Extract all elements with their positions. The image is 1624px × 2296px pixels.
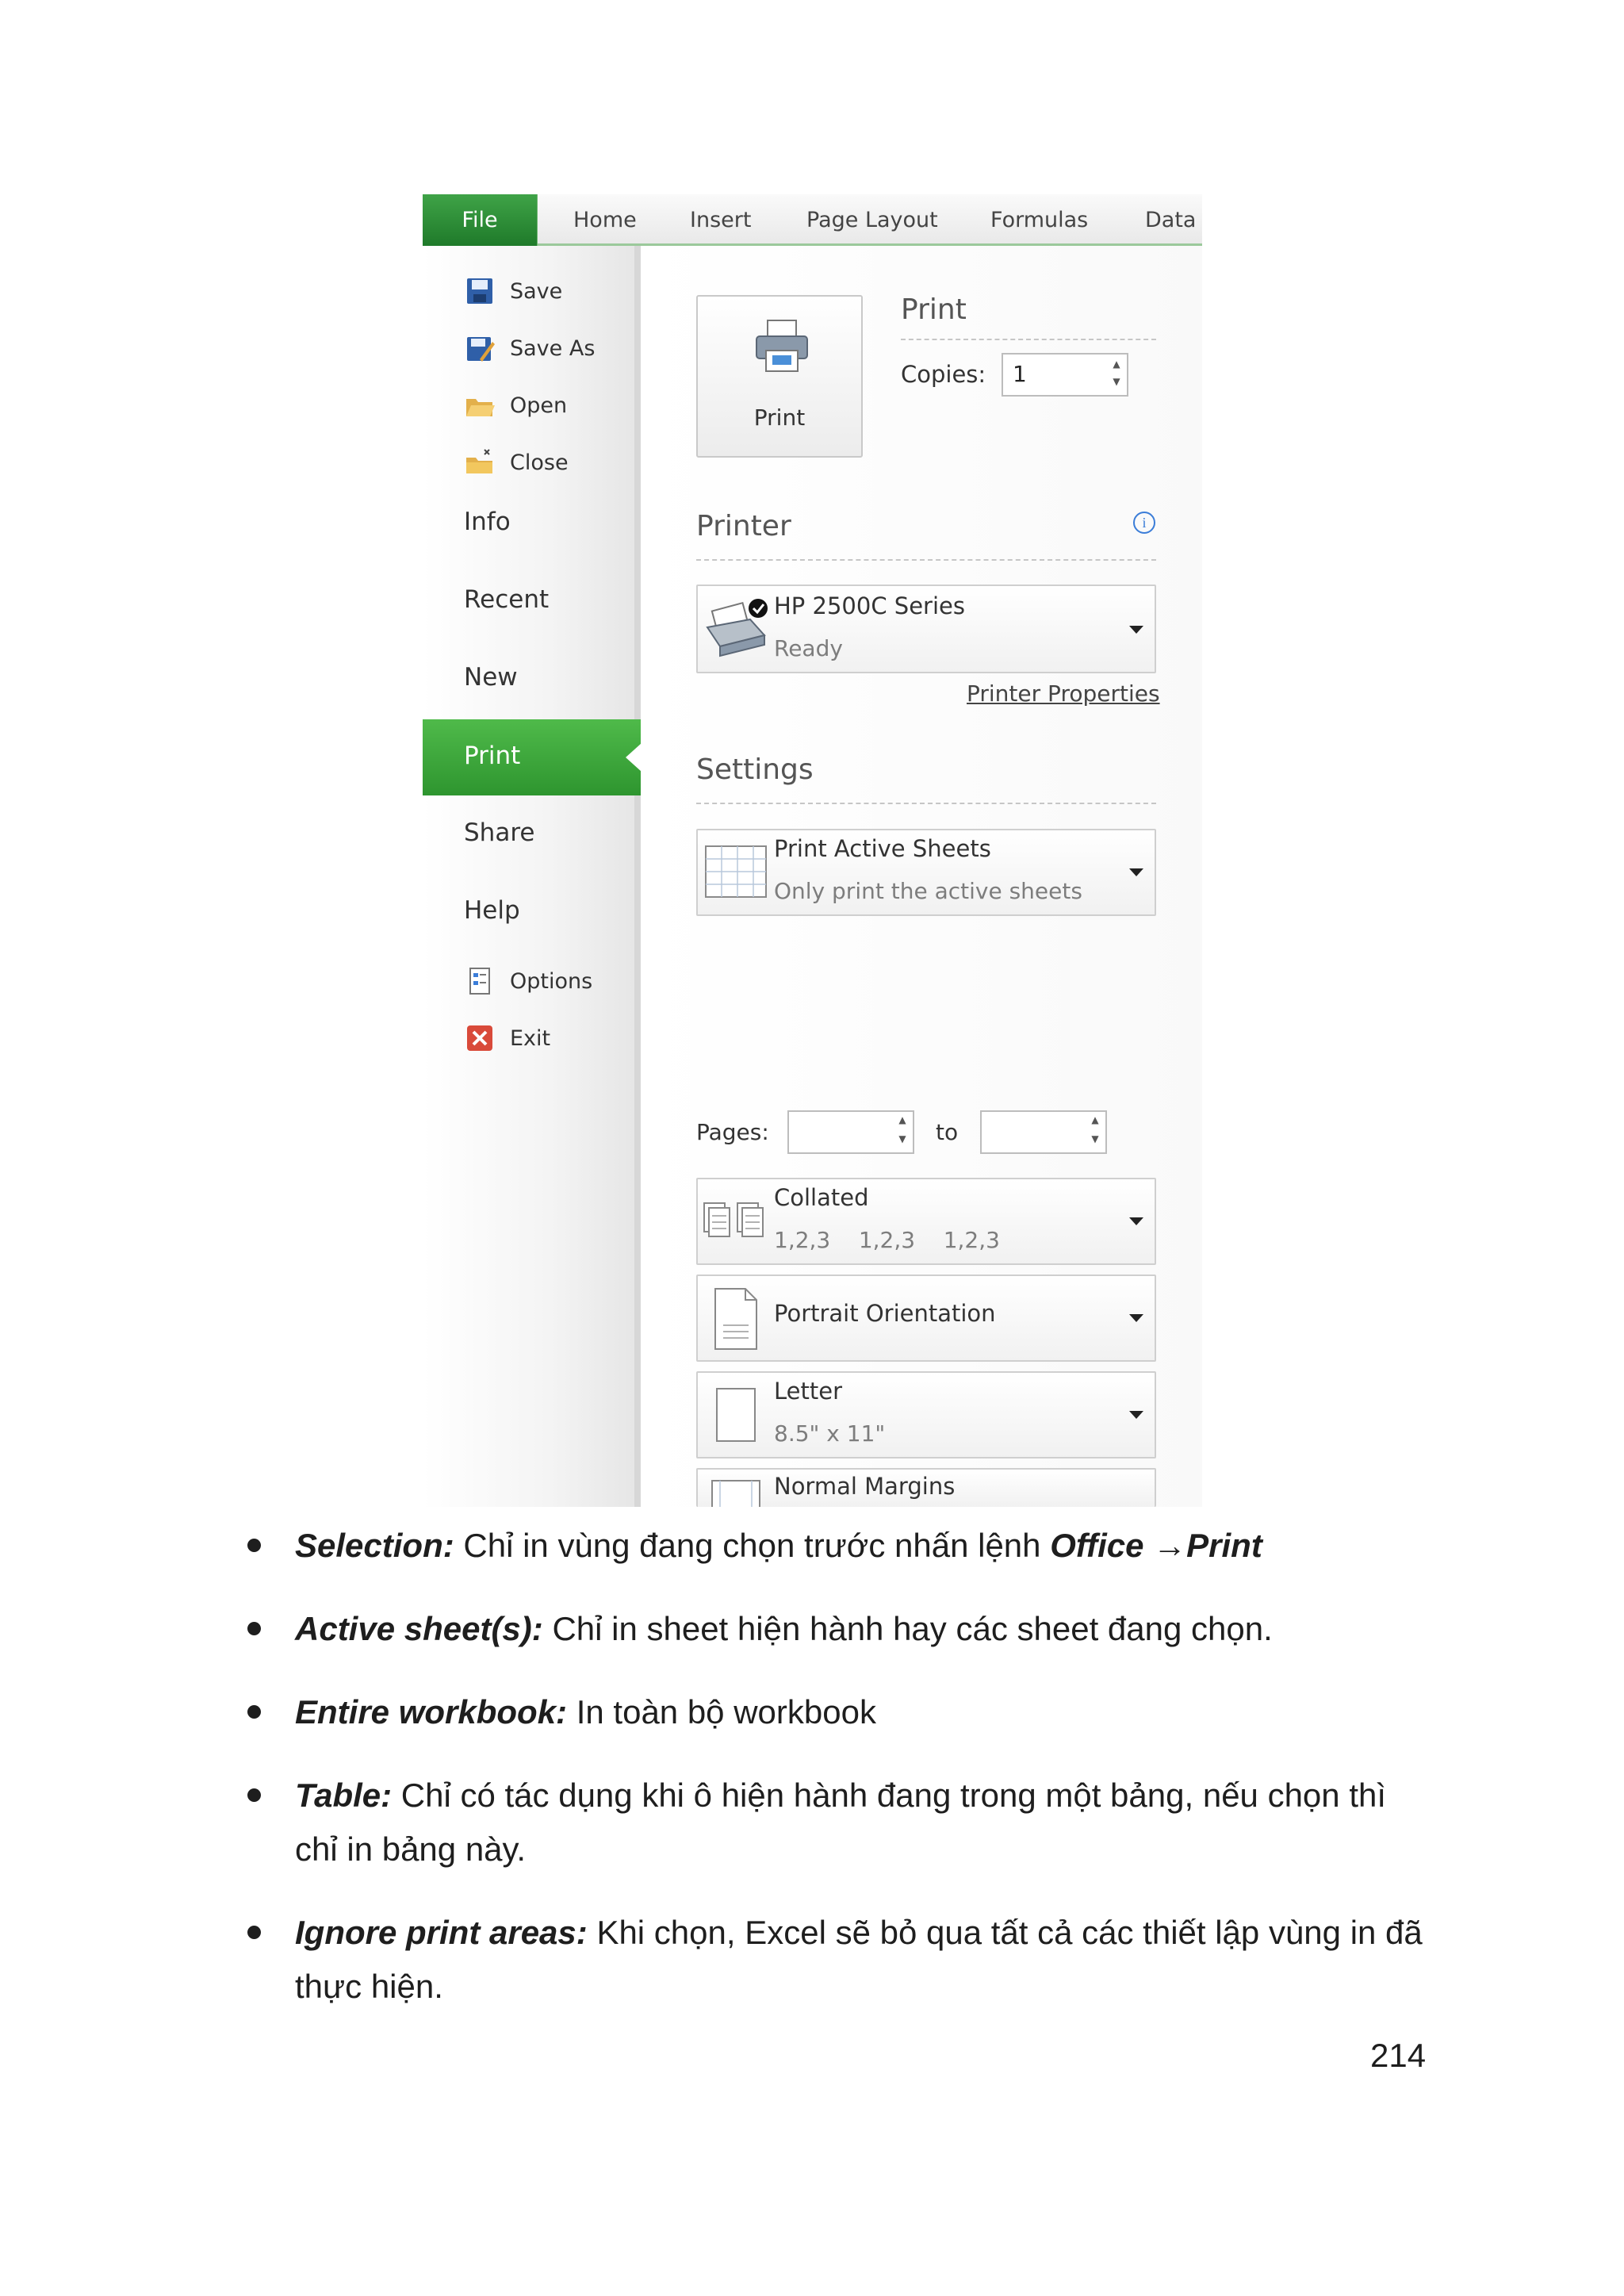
- copies-input[interactable]: [1002, 353, 1128, 397]
- nav-tab-print[interactable]: [423, 719, 641, 795]
- active-sheets-icon: [703, 841, 769, 905]
- collation-title: Collated: [774, 1184, 869, 1211]
- save-as-icon: [464, 332, 496, 364]
- exit-command[interactable]: [464, 1018, 550, 1058]
- save-command[interactable]: [464, 271, 562, 311]
- close-label: Close: [510, 450, 569, 475]
- bullet-dot: [247, 1926, 261, 1939]
- collation-subtitle: 1,2,3 1,2,3 1,2,3: [774, 1227, 1000, 1253]
- margins-title: Normal Margins: [774, 1473, 956, 1500]
- save-as-command[interactable]: [464, 328, 595, 368]
- pages-label: Pages:: [696, 1119, 769, 1145]
- nav-tab-new[interactable]: New: [464, 663, 518, 692]
- bullet-text: Chỉ in vùng đang chọn trước nhấn lệnh: [463, 1527, 1051, 1564]
- nav-tab-print-label: Print: [464, 742, 521, 770]
- tab-insert[interactable]: Insert: [690, 208, 752, 232]
- bullet-term: Ignore print areas:: [295, 1914, 588, 1951]
- bullet-list: [238, 1519, 1427, 2014]
- bullet-term-print: Print: [1186, 1527, 1262, 1564]
- bullet-term: Active sheet(s):: [295, 1610, 543, 1647]
- info-icon[interactable]: i: [1133, 512, 1155, 534]
- close-command[interactable]: [464, 443, 569, 482]
- nav-tab-info[interactable]: Info: [464, 508, 511, 536]
- options-command[interactable]: [464, 961, 592, 1001]
- copies-down-icon[interactable]: ▼: [1113, 376, 1120, 387]
- nav-tab-share[interactable]: Share: [464, 818, 535, 847]
- list-item: [238, 1906, 1427, 2014]
- tab-formulas[interactable]: Formulas: [990, 208, 1089, 232]
- chevron-down-icon: [1129, 626, 1143, 634]
- pages-from-input[interactable]: [787, 1110, 914, 1154]
- printer-icon: [752, 316, 812, 376]
- options-label: Options: [510, 968, 593, 994]
- copies-label: Copies:: [901, 361, 986, 388]
- nav-tab-recent[interactable]: Recent: [464, 585, 550, 614]
- printer-dropdown[interactable]: [696, 585, 1156, 673]
- bullet-term: Entire workbook:: [295, 1693, 568, 1731]
- print-section-divider: [901, 339, 1156, 340]
- paper-size-subtitle: 8.5" x 11": [774, 1420, 886, 1447]
- list-item: [238, 1769, 1427, 1876]
- pages-to-down-icon[interactable]: ▼: [1091, 1133, 1099, 1144]
- bullet-dot: [247, 1622, 261, 1635]
- selected-pointer: [626, 743, 642, 772]
- margins-icon: [703, 1478, 769, 1507]
- printer-ready-icon: [703, 596, 769, 662]
- print-button[interactable]: [696, 295, 863, 458]
- chevron-down-icon: [1129, 868, 1143, 876]
- print-section-title: Print: [901, 293, 967, 326]
- collated-icon: [703, 1192, 769, 1255]
- ribbon-tab-bar: [423, 194, 1202, 246]
- exit-icon: [464, 1022, 496, 1054]
- save-label: Save: [510, 278, 563, 304]
- tab-file[interactable]: File: [423, 194, 538, 246]
- backstage-nav: [423, 246, 641, 1507]
- tab-data[interactable]: Data: [1145, 208, 1197, 232]
- collation-dropdown[interactable]: [696, 1178, 1156, 1265]
- excel-backstage-screenshot: [423, 194, 1202, 1507]
- list-item: [238, 1602, 1427, 1656]
- pages-from-down-icon[interactable]: ▼: [898, 1133, 906, 1144]
- bullet-term-office: Office: [1050, 1527, 1154, 1564]
- orientation-title: Portrait Orientation: [774, 1300, 996, 1327]
- printer-section-divider: [696, 559, 1156, 561]
- bullet-text: Chỉ có tác dụng khi ô hiện hành đang trong một bảng, nếu chọn thì chỉ in bảng này.: [295, 1777, 1387, 1868]
- open-folder-icon: [464, 389, 496, 421]
- close-folder-icon: [464, 447, 496, 478]
- printer-name: HP 2500C Series: [774, 592, 965, 619]
- bullet-text: In toàn bộ workbook: [576, 1693, 876, 1731]
- bullet-dot: [247, 1705, 261, 1719]
- chevron-down-icon: [1129, 1411, 1143, 1419]
- bullet-text: Khi chọn, Excel sẽ bỏ qua tất cả các thiết lập vùng in đã thực hiện.: [295, 1914, 1423, 2005]
- list-item: [238, 1685, 1427, 1739]
- page-number: 214: [1370, 2037, 1427, 2074]
- bullet-term: Table:: [295, 1777, 393, 1814]
- bullet-term: Selection:: [295, 1527, 454, 1564]
- printer-properties-link[interactable]: Printer Properties: [967, 680, 1160, 707]
- print-button-label: Print: [753, 404, 806, 431]
- save-icon: [464, 275, 496, 307]
- arrow-icon: →: [1153, 1527, 1187, 1564]
- options-icon: [464, 965, 496, 997]
- save-as-label: Save As: [510, 335, 596, 361]
- letter-paper-icon: [703, 1384, 769, 1447]
- bullet-text: Chỉ in sheet hiện hành hay các sheet đang chọn.: [552, 1610, 1273, 1647]
- tab-home[interactable]: Home: [573, 208, 637, 232]
- printer-section-title: Printer: [696, 510, 791, 542]
- tab-page-layout[interactable]: Page Layout: [806, 208, 938, 232]
- pages-to-input[interactable]: [980, 1110, 1107, 1154]
- portrait-icon: [703, 1286, 769, 1352]
- paper-size-dropdown[interactable]: [696, 1371, 1156, 1458]
- exit-label: Exit: [510, 1025, 551, 1051]
- print-what-subtitle: Only print the active sheets: [774, 878, 1082, 904]
- chevron-down-icon: [1129, 1314, 1143, 1322]
- margins-dropdown[interactable]: [696, 1468, 1156, 1507]
- pages-to-label: to: [936, 1119, 959, 1145]
- settings-section-title: Settings: [696, 753, 814, 786]
- open-label: Open: [510, 393, 568, 418]
- pages-from-up-icon[interactable]: ▲: [898, 1114, 906, 1125]
- bullet-dot: [247, 1788, 261, 1802]
- paper-size-title: Letter: [774, 1378, 842, 1405]
- copies-up-icon[interactable]: ▲: [1113, 358, 1120, 370]
- open-command[interactable]: [464, 385, 567, 425]
- bullet-dot: [247, 1539, 261, 1552]
- list-item: [238, 1519, 1427, 1573]
- settings-section-divider: [696, 803, 1156, 804]
- nav-tab-help[interactable]: Help: [464, 896, 520, 925]
- printer-status: Ready: [774, 635, 843, 661]
- copies-value: 1: [1013, 361, 1027, 387]
- print-what-dropdown[interactable]: [696, 829, 1156, 916]
- orientation-dropdown[interactable]: [696, 1274, 1156, 1362]
- chevron-down-icon: [1129, 1217, 1143, 1225]
- print-what-title: Print Active Sheets: [774, 835, 991, 862]
- pages-to-up-icon[interactable]: ▲: [1091, 1114, 1099, 1125]
